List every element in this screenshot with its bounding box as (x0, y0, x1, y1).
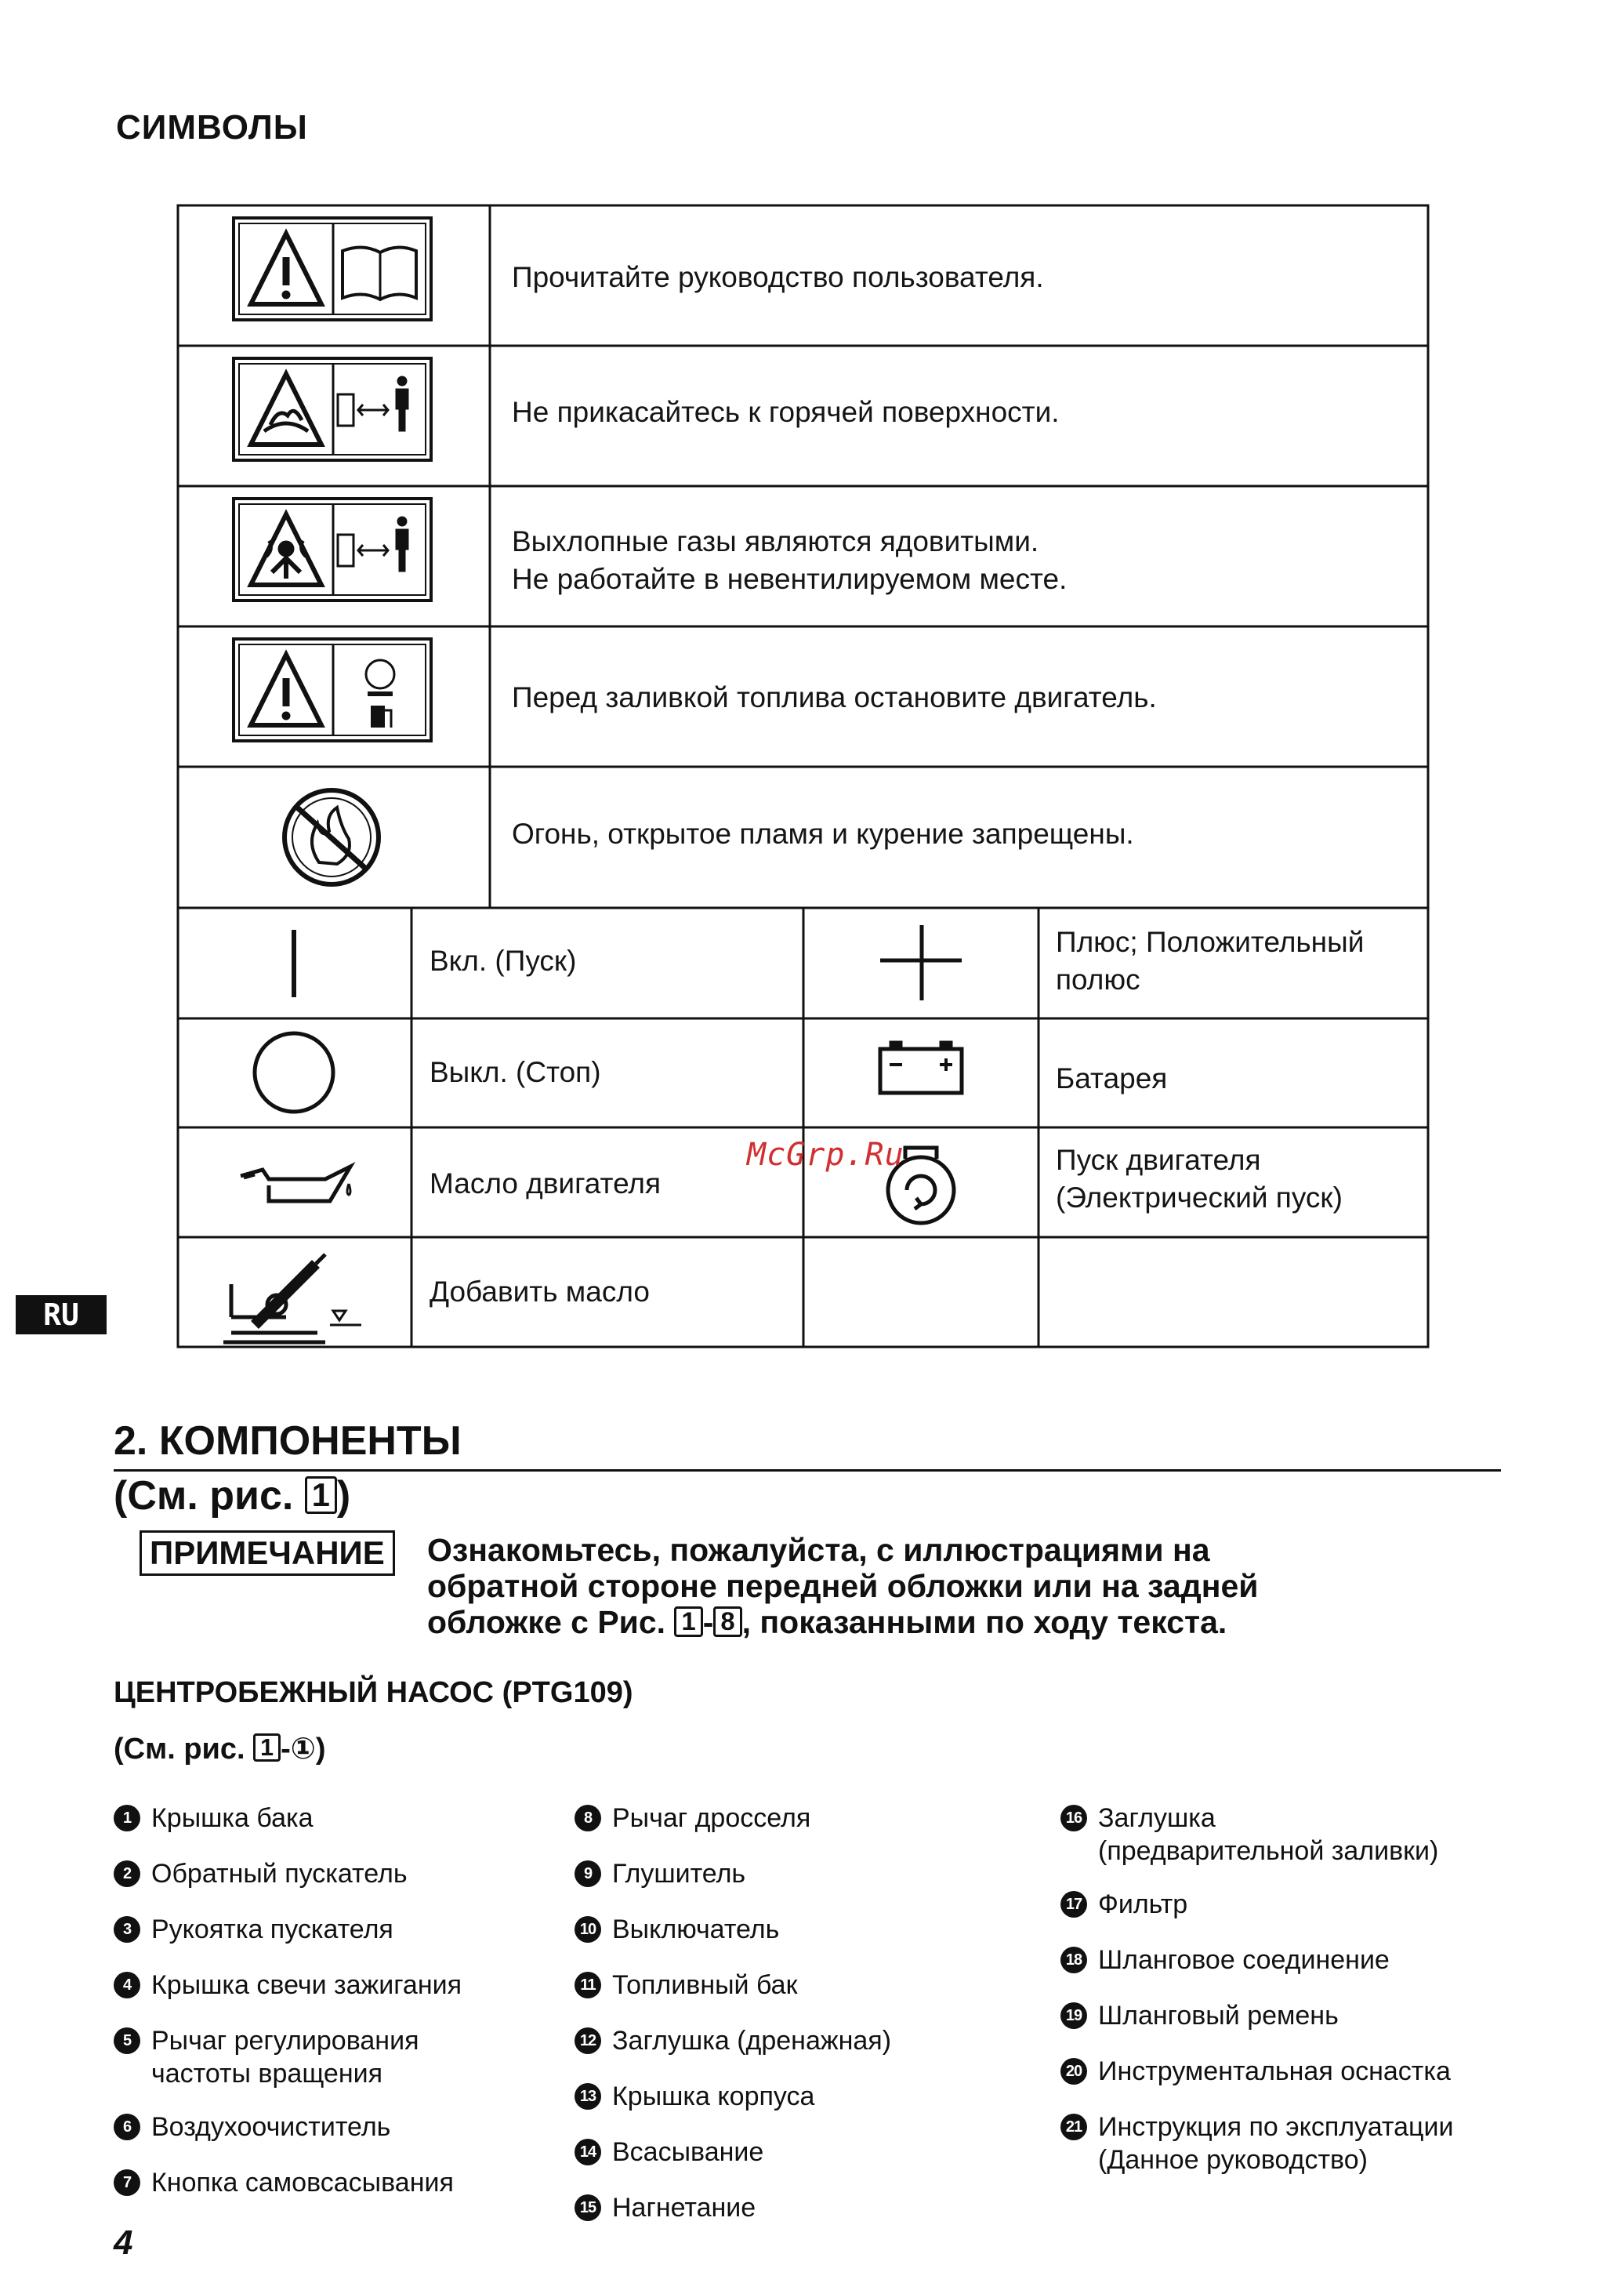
note-dash: - (702, 1604, 714, 1640)
list-item (114, 1913, 462, 1969)
note-line-3-suffix: , показанными по ходу текста. (741, 1604, 1227, 1640)
grid-text-add-oil: Добавить масло (430, 1276, 650, 1308)
section-title: 2. КОМПОНЕНТЫ (114, 1418, 462, 1464)
list-item (114, 2166, 462, 2222)
list-item (575, 1969, 891, 2024)
note-line-1: Ознакомьтесь, пожалуйста, с иллюстрациями на (427, 1532, 1210, 1568)
battery-icon (880, 1041, 962, 1093)
component-label: Всасывание (612, 2137, 764, 2167)
engine-oil-icon (241, 1167, 350, 1201)
component-label: Фильтр (1098, 1889, 1188, 1919)
off-symbol-icon (255, 1033, 333, 1112)
list-item (114, 2024, 462, 2111)
watermark: McGrp.Ru (747, 1137, 904, 1173)
list-item (1060, 1888, 1453, 1944)
number-badge: 12 (575, 2027, 601, 2054)
number-badge: 1 (114, 1805, 140, 1831)
list-item (575, 2024, 891, 2080)
component-label: Обратный пускатель (151, 1859, 408, 1889)
component-label: Шланговый ремень (1098, 2001, 1339, 2031)
component-label: Рычаг регулирования (151, 2026, 419, 2056)
section-subtitle-suffix: ) (336, 1473, 351, 1519)
number-badge: 17 (1060, 1891, 1087, 1918)
number-badge: 9 (575, 1860, 601, 1887)
warning-toxic-fumes-icon (234, 499, 431, 601)
warning-hot-surface-icon (234, 358, 431, 460)
symbols-heading: СИМВОЛЫ (116, 108, 308, 147)
component-label: Рычаг дросселя (612, 1803, 811, 1833)
component-label: Рукоятка пускателя (151, 1915, 393, 1944)
symbols-table (176, 204, 1430, 1348)
list-item (1060, 1802, 1453, 1888)
grid-text-on: Вкл. (Пуск) (430, 945, 577, 977)
component-label: Крышка бака (151, 1803, 314, 1833)
list-item (1060, 1944, 1453, 1999)
number-badge: 15 (575, 2194, 601, 2221)
number-badge: 3 (114, 1916, 140, 1943)
grid-text-off: Выкл. (Стоп) (430, 1056, 601, 1088)
symbol-text-no-fire: Огонь, открытое пламя и курение запрещены. (512, 818, 1134, 850)
component-label: Кнопка самовсасывания (151, 2168, 454, 2198)
component-label: Топливный бак (612, 1970, 798, 2000)
component-label: Инструкция по эксплуатации (1098, 2112, 1454, 2142)
language-tab: RU (16, 1295, 107, 1334)
component-label: Заглушка (дренажная) (612, 2026, 892, 2056)
component-label: Шланговое соединение (1098, 1945, 1390, 1975)
list-item (575, 2080, 891, 2136)
list-item (114, 1969, 462, 2024)
figure-number-box: 8 (713, 1606, 741, 1637)
note-line-3-prefix: обложке с Рис. (427, 1604, 675, 1640)
note-line-2: обратной стороне передней обложки или на задней (427, 1568, 1259, 1604)
list-item (114, 1857, 462, 1913)
warning-stop-engine-refuel-icon (234, 639, 431, 741)
number-badge: 5 (114, 2027, 140, 2054)
figure-number-box: 1 (305, 1476, 337, 1514)
components-column-2 (575, 1802, 891, 2247)
pump-subtitle-prefix: (См. рис. (114, 1733, 254, 1766)
component-label: Заглушка (1098, 1803, 1216, 1833)
grid-text-battery: Батарея (1056, 1062, 1168, 1094)
list-item (114, 2111, 462, 2166)
pump-subtitle-suffix: -①) (281, 1733, 326, 1766)
note-line-3 (427, 1604, 1446, 1640)
number-badge: 11 (575, 1972, 601, 1998)
grid-text-oil: Масло двигателя (430, 1167, 662, 1200)
component-label: Выключатель (612, 1915, 780, 1944)
number-badge: 19 (1060, 2002, 1087, 2029)
add-oil-icon (223, 1254, 361, 1342)
note-label: ПРИМЕЧАНИЕ (140, 1530, 395, 1576)
number-badge: 14 (575, 2139, 601, 2165)
list-item (575, 1802, 891, 1857)
component-label: Инструментальная оснастка (1098, 2056, 1451, 2086)
grid-text-start-1: Пуск двигателя (1056, 1144, 1261, 1176)
plus-symbol-icon (880, 925, 962, 1000)
pump-subtitle (114, 1731, 326, 1766)
symbol-text-hot-surface: Не прикасайтесь к горячей поверхности. (512, 396, 1060, 428)
symbol-text-toxic-fumes-1: Выхлопные газы являются ядовитыми. (512, 525, 1039, 557)
number-badge: 18 (1060, 1947, 1087, 1973)
symbol-text-stop-engine: Перед заливкой топлива остановите двигатель. (512, 681, 1157, 713)
warning-read-manual-icon (234, 218, 431, 320)
number-badge: 6 (114, 2114, 140, 2140)
pump-title: ЦЕНТРОБЕЖНЫЙ НАСОС (PTG109) (114, 1676, 633, 1709)
number-badge: 13 (575, 2083, 601, 2110)
grid-text-start-2: (Электрический пуск) (1056, 1181, 1343, 1214)
list-item (1060, 2111, 1453, 2197)
components-column-3 (1060, 1802, 1453, 2197)
number-badge: 10 (575, 1916, 601, 1943)
list-item (575, 2191, 891, 2247)
number-badge: 16 (1060, 1805, 1087, 1831)
grid-text-plus-2: полюс (1056, 964, 1140, 996)
number-badge: 21 (1060, 2114, 1087, 2140)
no-fire-icon (285, 790, 379, 884)
list-item (1060, 1999, 1453, 2055)
grid-text-plus-1: Плюс; Положительный (1056, 926, 1365, 958)
section-subtitle (114, 1472, 350, 1519)
component-label: Нагнетание (612, 2193, 756, 2223)
list-item (575, 2136, 891, 2191)
component-label-line-2: частоты вращения (151, 2059, 382, 2089)
list-item (575, 1913, 891, 1969)
component-label: Воздухоочиститель (151, 2112, 391, 2142)
component-label: Крышка свечи зажигания (151, 1970, 462, 2000)
number-badge: 8 (575, 1805, 601, 1831)
figure-number-box: 1 (253, 1733, 281, 1762)
number-badge: 20 (1060, 2058, 1087, 2085)
component-label-line-2: (Данное руководство) (1098, 2145, 1368, 2175)
note-text (427, 1532, 1446, 1640)
list-item (575, 1857, 891, 1913)
component-label-line-2: (предварительной заливки) (1098, 1836, 1439, 1866)
section-rule (114, 1469, 1501, 1472)
list-item (114, 1802, 462, 1857)
symbol-text-read-manual: Прочитайте руководство пользователя. (512, 261, 1044, 293)
symbol-text-toxic-fumes-2: Не работайте в невентилируемом месте. (512, 563, 1068, 595)
section-subtitle-prefix: (См. рис. (114, 1473, 305, 1519)
component-label: Глушитель (612, 1859, 746, 1889)
number-badge: 4 (114, 1972, 140, 1998)
page-number: 4 (114, 2223, 133, 2262)
number-badge: 2 (114, 1860, 140, 1887)
list-item (1060, 2055, 1453, 2111)
component-label: Крышка корпуса (612, 2082, 815, 2111)
components-column-1 (114, 1802, 462, 2222)
number-badge: 7 (114, 2169, 140, 2196)
figure-number-box: 1 (674, 1606, 702, 1637)
